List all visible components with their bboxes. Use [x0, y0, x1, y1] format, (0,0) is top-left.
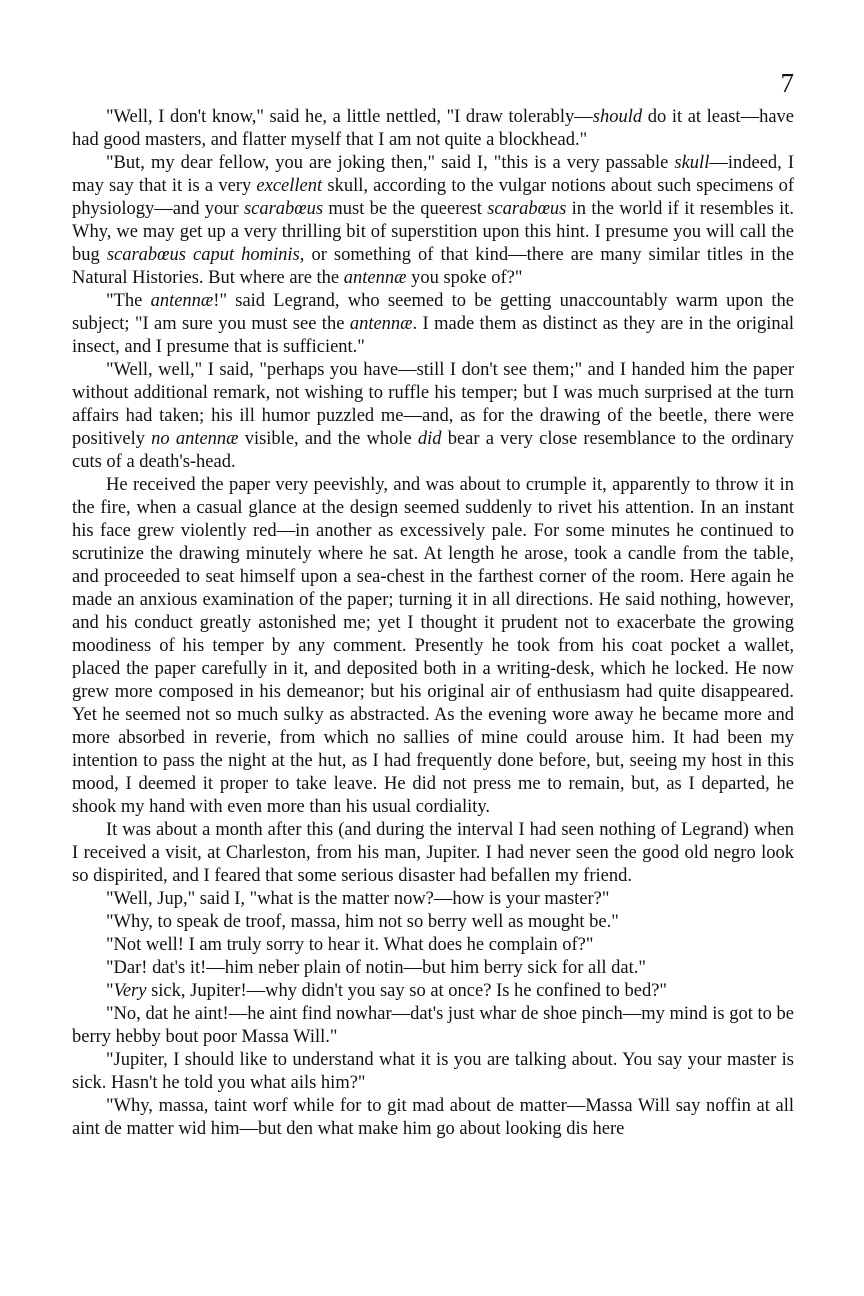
italic-text: Very — [113, 981, 147, 1001]
paragraph — [72, 359, 794, 474]
paragraph — [72, 474, 794, 819]
paragraph — [72, 957, 794, 980]
paragraph — [72, 911, 794, 934]
text-run: —indeed, I may say that it is a very — [72, 153, 794, 196]
paragraph — [72, 980, 794, 1003]
paragraph — [72, 819, 794, 888]
italic-text: antennæ — [150, 291, 214, 311]
italic-text: antennæ — [343, 268, 407, 288]
text-run: bear a very close resemblance to the ordinary cuts of a death's-head. — [72, 429, 794, 472]
text-run: "But, my dear fellow, you are joking then," said I, "this is a very passable — [106, 153, 675, 173]
italic-text: scarabœus — [243, 199, 324, 219]
text-run: "The — [106, 291, 151, 311]
text-run: It was about a month after this (and during the interval I had seen nothing of Legrand) when I received a visit, at Charleston, from his man, Jupiter. I had never seen the good old negro look so dispirited, and I feared that some serious disaster had befallen my friend. — [72, 820, 794, 886]
italic-text: should — [592, 107, 643, 127]
paragraph — [72, 888, 794, 911]
text-run: "Well, I don't know," said he, a little nettled, "I draw tolerably— — [106, 107, 593, 127]
italic-text: antennæ — [349, 314, 413, 334]
text-run: "Jupiter, I should like to understand what it is you are talking about. You say your master is sick. Hasn't he told you what ails him?" — [72, 1050, 794, 1093]
text-run: skull, according to the vulgar notions about such specimens of physiology—and your — [72, 176, 794, 219]
text-run: "Well, Jup," said I, "what is the matter now?—how is your master?" — [106, 889, 610, 909]
text-run: "Well, well," I said, "perhaps you have—still I don't see them;" and I handed him the paper without additional remark, not wishing to ruffle his temper; but I was much surprised at the turn affairs had taken; his ill humor puzzled me—and, as for the drawing of the beetle, there were positively — [72, 360, 794, 449]
paragraph — [72, 1095, 794, 1141]
paragraph — [72, 152, 794, 290]
page-number: 7 — [780, 68, 794, 98]
text-run: "No, dat he aint!—he aint find nowhar—dat's just whar de shoe pinch—my mind is got to be berry hebby bout poor Massa Will." — [72, 1004, 794, 1047]
text-run: visible, and the whole — [238, 429, 418, 449]
text-run: . I made them as distinct as they are in the original insect, and I presume that is sufficient." — [72, 314, 794, 357]
italic-text: excellent — [256, 176, 323, 196]
text-run: "Not well! I am truly sorry to hear it. What does he complain of?" — [106, 935, 594, 955]
text-run: " — [106, 981, 114, 1001]
italic-text: scarabœus — [487, 199, 567, 219]
italic-text: did — [417, 429, 442, 449]
paragraph — [72, 106, 794, 152]
paragraph — [72, 934, 794, 957]
italic-text: skull — [674, 153, 710, 173]
text-run: do it at least—have had good masters, and flatter myself that I am not quite a blockhead." — [72, 107, 794, 150]
body-text — [72, 106, 794, 1141]
text-run: He received the paper very peevishly, and was about to crumple it, apparently to throw it in the fire, when a casual glance at the design seemed suddenly to rivet his attention. In an instant his face grew violently red—in another as excessively pale. For some minutes he continued to scrutinize the drawing minutely where he sat. At length he arose, took a candle from the table, and proceeded to seat himself upon a sea-chest in the farthest corner of the room. Here again he made an anxious examination of the paper; turning it in all directions. He said nothing, however, and his conduct greatly astonished me; yet I thought it prudent not to exacerbate the growing moodiness of his temper by any comment. Presently he took from his coat pocket a wallet, placed the paper carefully in it, and deposited both in a writing-desk, which he locked. He now grew more composed in his demeanor; but his original air of enthusiasm had quite disappeared. Yet he seemed not so much sulky as abstracted. As the evening wore away he became more and more absorbed in reverie, from which no sallies of mine could arouse him. It had been my intention to pass the night at the hut, as I had frequently done before, but, seeing my host in this mood, I deemed it proper to take leave. He did not press me to remain, but, as I departed, he shook my hand with even more than his usual cordiality. — [72, 475, 794, 817]
text-run: !" said Legrand, who seemed to be getting unaccountably warm upon the subject; "I am sure you must see the — [72, 291, 794, 334]
text-run: "Dar! dat's it!—him neber plain of notin—but him berry sick for all dat." — [106, 958, 646, 978]
italic-text: no antennæ — [151, 429, 239, 449]
text-run: "Why, to speak de troof, massa, him not so berry well as mought be." — [106, 912, 619, 932]
paragraph — [72, 1003, 794, 1049]
text-run: "Why, massa, taint worf while for to git mad about de matter—Massa Will say noffin at all aint de matter wid him—but den what make him go about looking dis here — [72, 1096, 794, 1139]
text-run: must be the queerest — [323, 199, 488, 219]
italic-text: scarabœus caput hominis — [106, 245, 300, 265]
paragraph — [72, 290, 794, 359]
text-run: , or something of that kind—there are many similar titles in the Natural Histories. But where are the — [72, 245, 794, 288]
paragraph — [72, 1049, 794, 1095]
text-run: you spoke of?" — [406, 268, 523, 288]
text-run: sick, Jupiter!—why didn't you say so at once? Is he confined to bed?" — [146, 981, 667, 1001]
text-run: in the world if it resembles it. Why, we may get up a very thrilling bit of superstition upon this hint. I presume you will call the bug — [72, 199, 794, 265]
